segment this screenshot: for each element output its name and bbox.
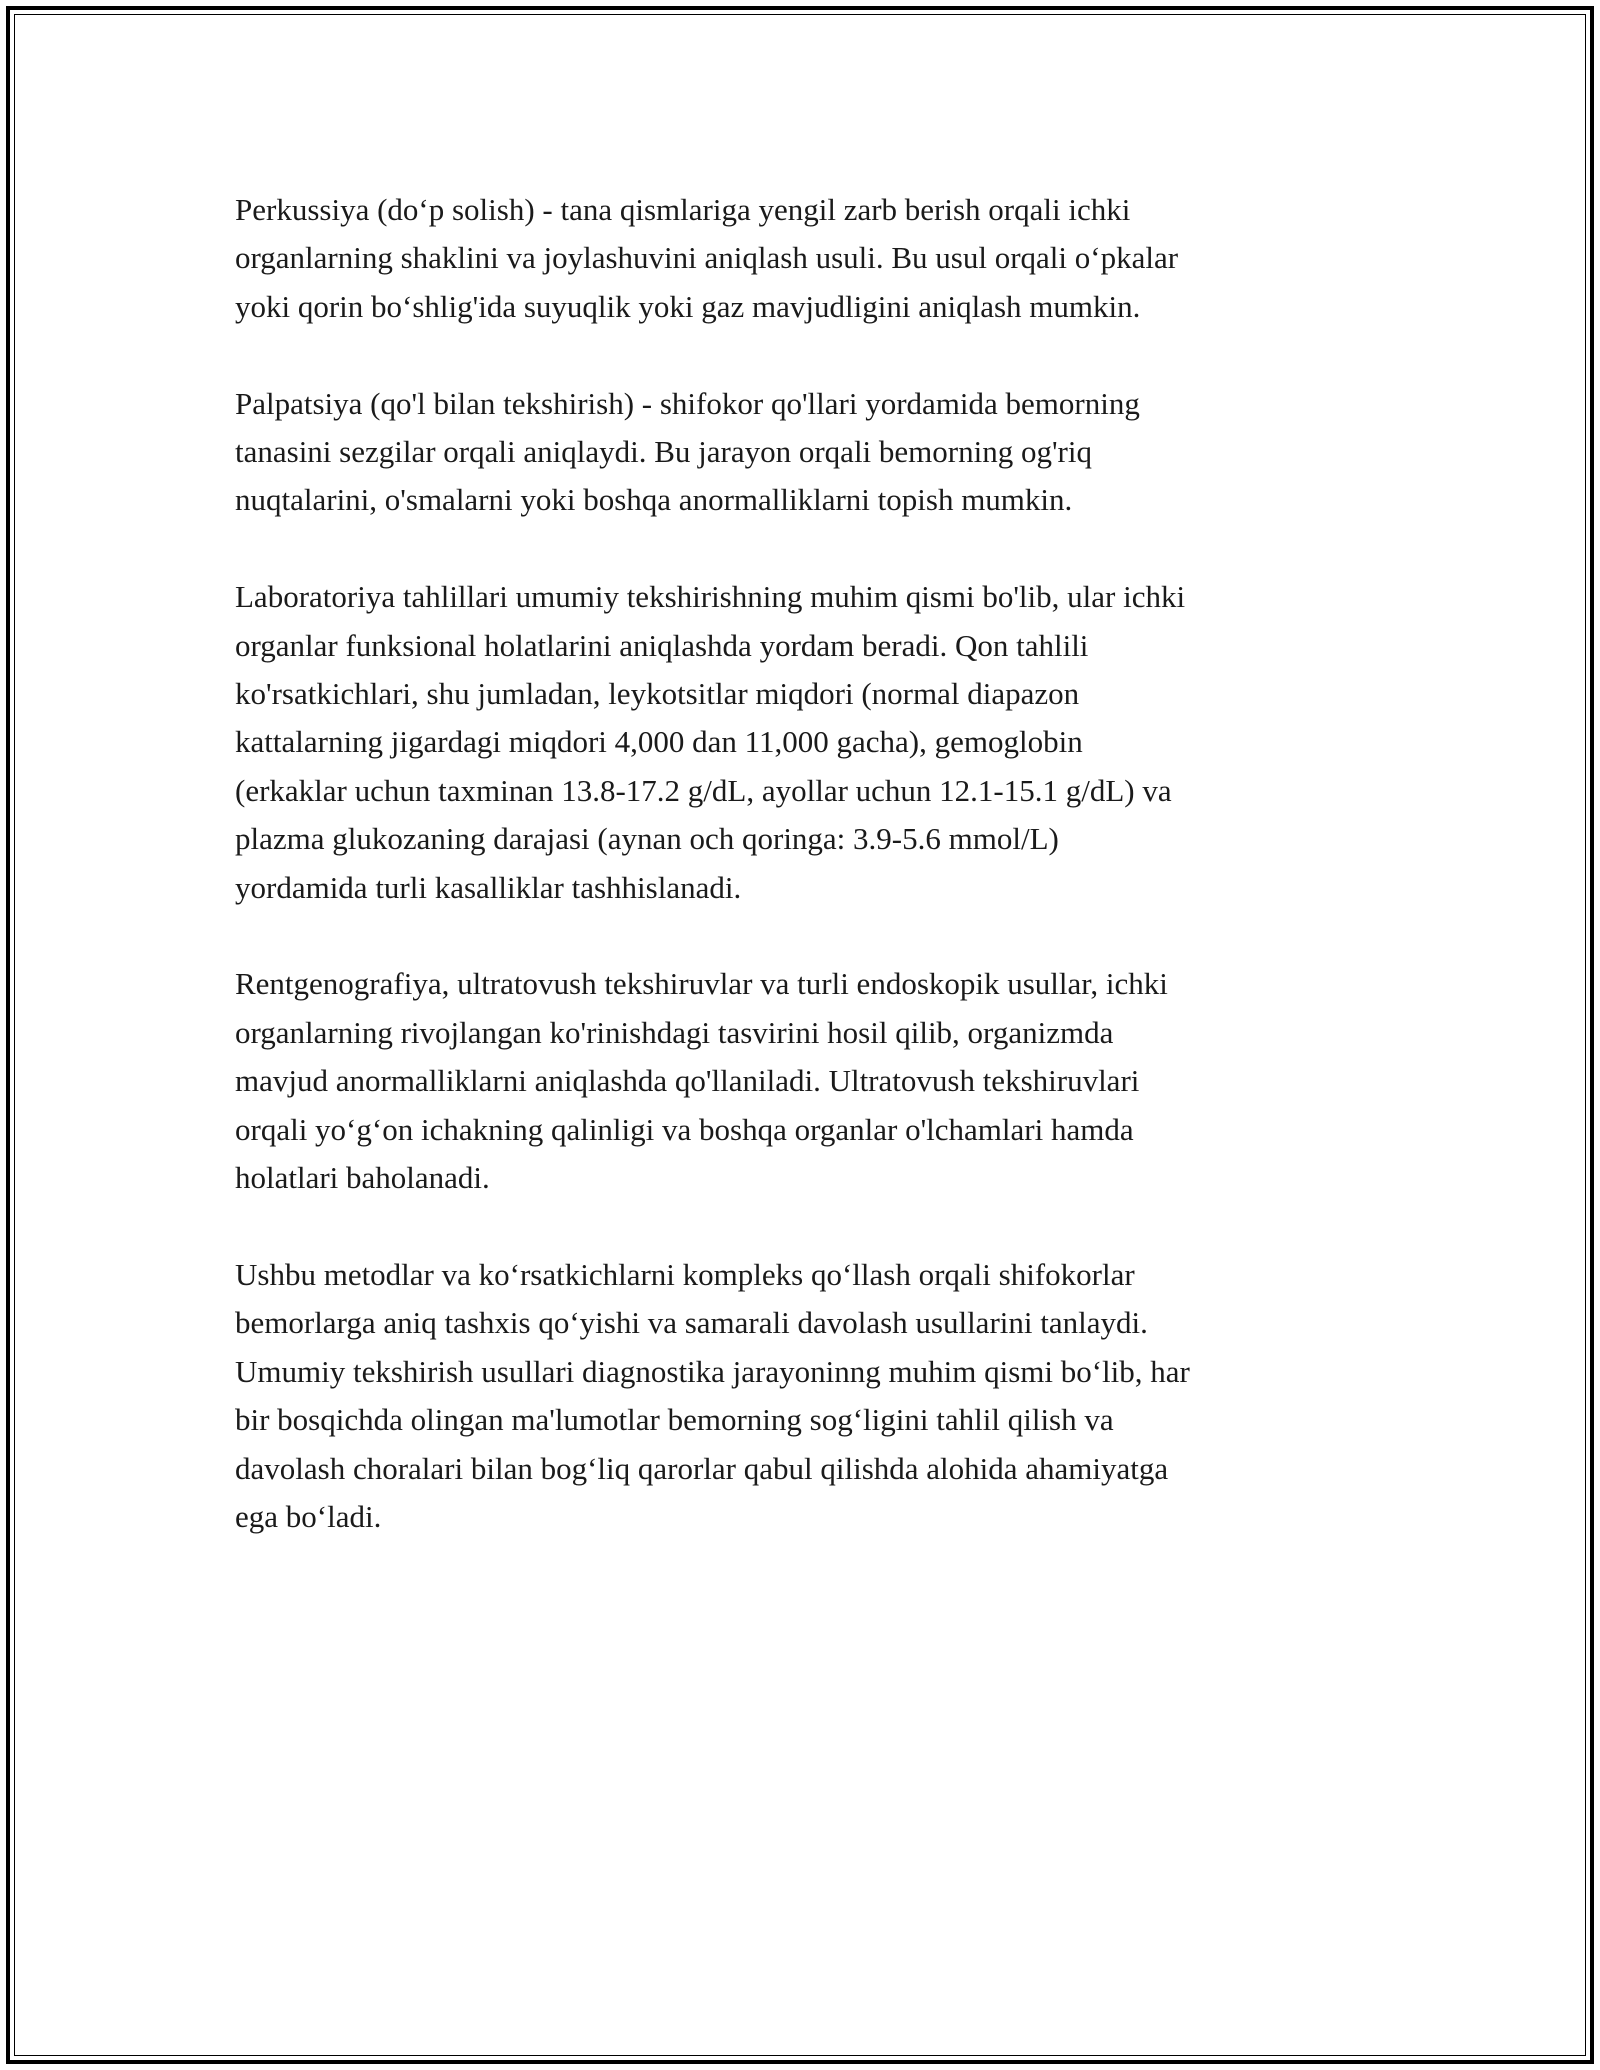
paragraph-palpation: Palpatsiya (qo'l bilan tekshirish) - shifokor qo'llari yordamida bemorning tanasini sezgilar orqali aniqlaydi. Bu jarayon orqali bemorning og'riq nuqtalarini, o'smalarni yoki boshqa anormalliklarni topish mumkin. — [235, 385, 1140, 518]
paragraph-laboratory-tests: Laboratoriya tahlillari umumiy tekshirishning muhim qismi bo'lib, ular ichki organlar funksional holatlarini aniqlashda yordam beradi. Qon tahlili ko'rsatkichlari, shu jumladan, leykotsitlar miqdori (normal diapazon kattalarning jigardagi miqdori 4,000 dan 11,000 gacha), gemoglobin (erkaklar uchun taxminan 13.8-17.2 g/dL, ayollar uchun 12.1-15.1 g/dL) va plazma glukozaning darajasi (aynan och qoringa: 3.9-5.6 mmol/L) yordamida turli kasalliklar tashhislanadi. — [235, 579, 1186, 905]
document-body — [235, 186, 1375, 1590]
paragraph-conclusion: Ushbu metodlar va ko‘rsatkichlarni kompleks qo‘llash orqali shifokorlar bemorlarga aniq tashxis qo‘yishi va samarali davolash usullarini tanlaydi. Umumiy tekshirish usullari diagnostika jarayoninng muhim qismi bo‘lib, har bir bosqichda olingan ma'lumotlar bemorning sog‘ligini tahlil qilish va davolash choralari bilan bog‘liq qarorlar qabul qilishda alohida ahamiyatga ega bo‘ladi. — [235, 1256, 1190, 1534]
paragraph-percussion: Perkussiya (do‘p solish) - tana qismlariga yengil zarb berish orqali ichki organlarning shaklini va joylashuvini aniqlash usuli. Bu usul orqali o‘pkalar yoki qorin bo‘shlig'ida suyuqlik yoki gaz mavjudligini aniqlash mumkin. — [235, 192, 1179, 324]
paragraph-imaging: Rentgenografiya, ultratovush tekshiruvlar va turli endoskopik usullar, ichki organlarning rivojlangan ko'rinishdagi tasvirini hosil qilib, organizmda mavjud anormalliklarni aniqlashda qo'llaniladi. Ultratovush tekshiruvlari orqali yo‘g‘on ichakning qalinligi va boshqa organlar o'lchamlari hamda holatlari baholanadi. — [235, 966, 1168, 1196]
